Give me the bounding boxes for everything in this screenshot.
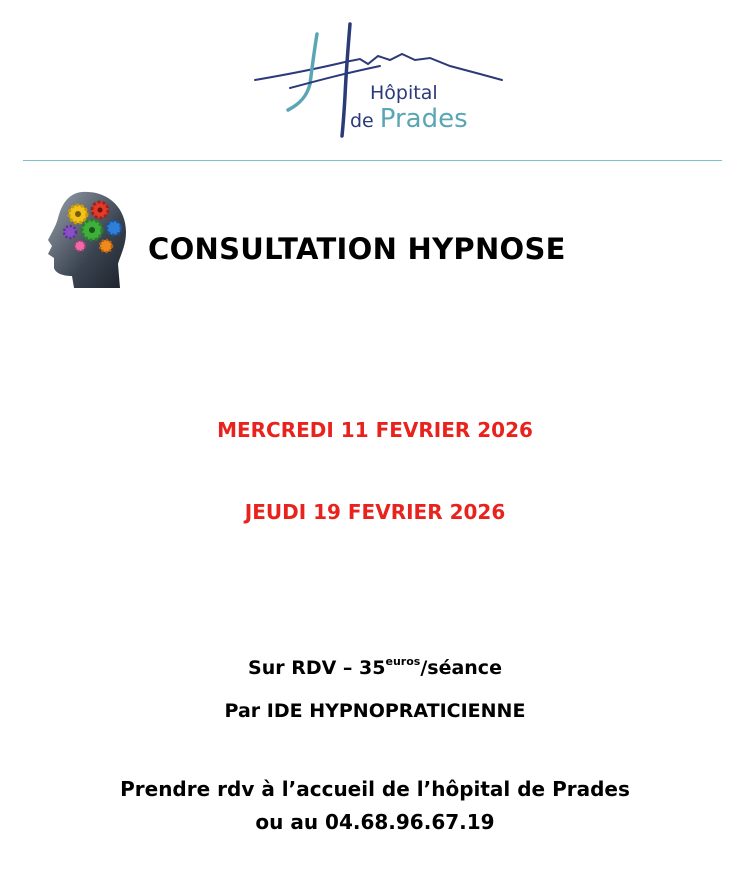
price-currency: euros bbox=[385, 655, 421, 668]
page-title: CONSULTATION HYPNOSE bbox=[148, 232, 566, 266]
price-prefix: Sur RDV – 35 bbox=[248, 657, 386, 679]
head-with-gears-icon bbox=[34, 184, 130, 290]
practitioner-line: Par IDE HYPNOPRATICIENNE bbox=[224, 700, 526, 722]
logo-name-line2 bbox=[350, 104, 468, 137]
header-divider bbox=[23, 160, 722, 161]
logo-name-prades: Prades bbox=[379, 104, 468, 134]
logo-name-line1: Hôpital bbox=[370, 82, 438, 104]
price-suffix: /séance bbox=[420, 657, 502, 679]
contact-line-1: Prendre rdv à l’accueil de l’hôpital de Prades bbox=[120, 777, 630, 801]
date-line-2: JEUDI 19 FEVRIER 2026 bbox=[244, 500, 506, 524]
contact-line-2: ou au 04.68.96.67.19 bbox=[255, 810, 495, 834]
logo-name-de: de bbox=[350, 110, 374, 132]
date-line-1: MERCREDI 11 FEVRIER 2026 bbox=[217, 418, 533, 442]
hospital-logo bbox=[250, 18, 510, 138]
price-line bbox=[0, 655, 750, 679]
